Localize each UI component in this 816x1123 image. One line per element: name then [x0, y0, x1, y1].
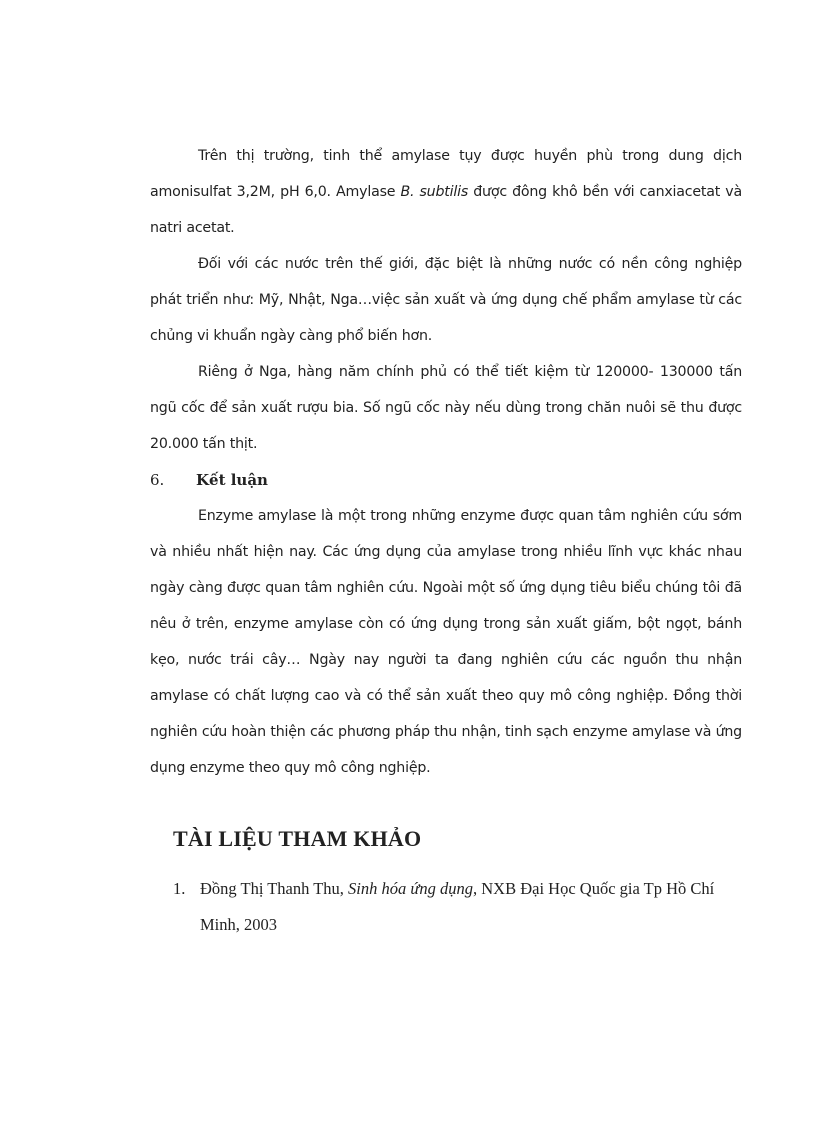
reference-body: [200, 871, 743, 943]
section-number: 6.: [150, 471, 165, 489]
paragraph-industrial-countries: Đối với các nước trên thế giới, đặc biệt là những nước có nền công nghiệp phát triển như: Mỹ, Nhật, Nga…việc sản xuất và ứng dụng chế phẩm amylase từ các chủng vi khuẩn ngày càng phổ biến hơn.: [150, 256, 742, 344]
section-heading: [150, 462, 742, 498]
paragraph-text: được đông khô bền với canxiacetat và natri acetat.: [150, 184, 742, 236]
paragraph-amylase-suspension: [150, 138, 742, 246]
paragraph-text: Trên thị trường, tinh thể amylase tụy được huyền phù trong dung dịch amonisulfat 3,2M, pH 6,0. Amylase: [150, 148, 742, 200]
document-page: [150, 138, 742, 934]
reference-number: 1.: [173, 879, 186, 898]
paragraph-russia: Riêng ở Nga, hàng năm chính phủ có thể tiết kiệm từ 120000- 130000 tấn ngũ cốc để sản xuất rượu bia. Số ngũ cốc này nếu dùng trong chăn nuôi sẽ thu được 20.000 tấn thịt.: [150, 364, 742, 452]
section-title: Kết luận: [196, 471, 268, 489]
reference-list: [173, 871, 743, 943]
reference-publisher: , NXB Đại Học Quốc gia Tp Hồ Chí Minh, 2003: [200, 879, 715, 934]
reference-item: [173, 871, 743, 943]
reference-book-title: Sinh hóa ứng dụng: [348, 879, 474, 898]
species-name: B. subtilis: [400, 184, 469, 200]
paragraph-conclusion: Enzyme amylase là một trong những enzyme được quan tâm nghiên cứu sớm và nhiều nhất hiện nay. Các ứng dụng của amylase trong nhiều lĩnh vực khác nhau ngày càng được quan tâm nghiên cứu. Ngoài một số ứng dụng tiêu biểu chúng tôi đã nêu ở trên, enzyme amylase còn có ứng dụng trong sản xuất giấm, bột ngọt, bánh kẹo, nước trái cây… Ngày nay người ta đang nghiên cứu các nguồn thu nhận amylase có chất lượng cao và có thể sản xuất theo quy mô công nghiệp. Đồng thời nghiên cứu hoàn thiện các phương pháp thu nhận, tinh sạch enzyme amylase và ứng dụng enzyme theo quy mô công nghiệp.: [150, 508, 742, 776]
references-title: TÀI LIỆU THAM KHẢO: [173, 826, 422, 851]
reference-author: Đồng Thị Thanh Thu,: [200, 879, 349, 898]
